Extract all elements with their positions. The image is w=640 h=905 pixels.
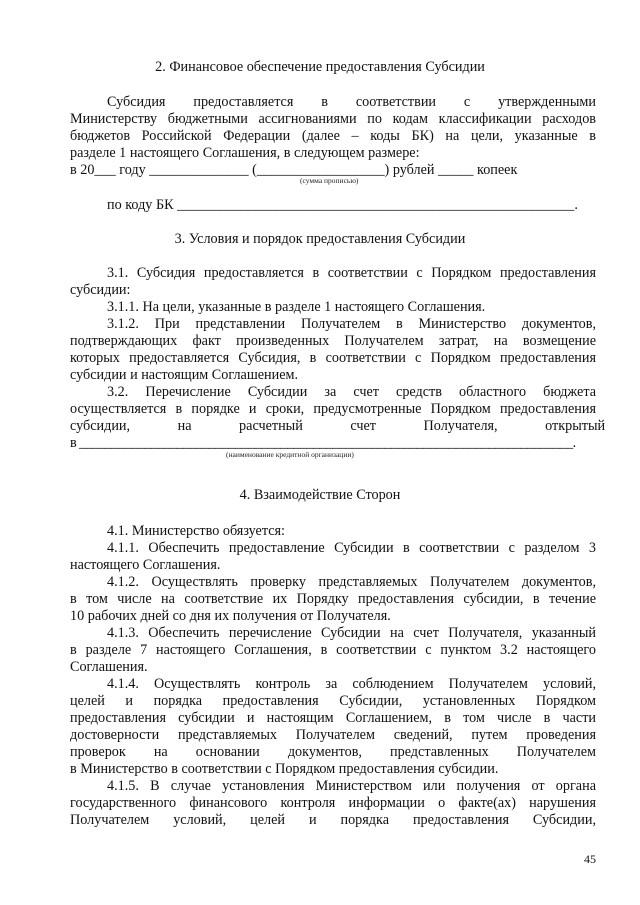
paragraph-line: 3.2. Перечисление Субсидии за счет средств областного бюджета [107, 384, 596, 400]
paragraph-line: 3.1.1. На цели, указанные в разделе 1 настоящего Соглашения. [107, 299, 486, 315]
paragraph-line: 4.1. Министерство обязуется: [107, 523, 285, 539]
paragraph-line: Получателем условий, целей и порядка предоставления Субсидии, [70, 812, 596, 828]
paragraph-line: Министерству бюджетными ассигнованиями по кодам классификации расходов [70, 111, 596, 127]
paragraph-line: 4.1.2. Осуществлять проверку представляемых Получателем документов, [107, 574, 596, 590]
bank-line: в ____________________________________________________________________________. [70, 435, 576, 451]
paragraph-line: достоверности представляемых Получателем сведений, путем проведения [70, 727, 596, 743]
paragraph-line: в том числе на соответствие их Порядку предоставления субсидии, в течение [70, 591, 596, 607]
paragraph-line: 4.1.4. Осуществлять контроль за соблюдением Получателем условий, [107, 676, 596, 692]
paragraph-line: целей и порядка предоставления Субсидии, установленных Порядком [70, 693, 596, 709]
paragraph-line: разделе 1 настоящего Соглашения, в следующем размере: [70, 145, 420, 161]
amount-line: в 20___ году ______________ (__________________) рублей _____ копеек [70, 162, 518, 178]
paragraph-line: субсидии: [70, 282, 131, 298]
paragraph-line: в Министерство в соответствии с Порядком предоставления субсидии. [70, 761, 499, 777]
section-3-heading: 3. Условия и порядок предоставления Субсидии [174, 231, 466, 247]
section-2-heading: 2. Финансовое обеспечение предоставления Субсидии [155, 59, 485, 75]
paragraph-line: 10 рабочих дней со дня их получения от Получателя. [70, 608, 391, 624]
paragraph-line: 4.1.5. В случае установления Министерством или получения от органа [107, 778, 596, 794]
bank-caption: (наименование кредитной организации) [226, 450, 354, 459]
paragraph-line: в разделе 7 настоящего Соглашения, в соответствии с пунктом 3.2 настоящего [70, 642, 596, 658]
paragraph-line: государственного финансового контроля информации о факте(ах) нарушения [70, 795, 596, 811]
paragraph-line: 3.1.2. При представлении Получателем в Министерство документов, [107, 316, 596, 332]
paragraph-line: 4.1.1. Обеспечить предоставление Субсидии в соответствии с разделом 3 [107, 540, 596, 556]
paragraph-line: которых предоставляется Субсидия, в соответствии с Порядком предоставления [70, 350, 596, 366]
amount-caption: (сумма прописью) [300, 176, 359, 185]
paragraph-line: предоставления субсидии и настоящим Соглашением, в том числе в части [70, 710, 596, 726]
bk-code-line: по коду БК ________________________________________________________. [107, 197, 578, 213]
paragraph-line: подтверждающих факт произведенных Получателем затрат, на возмещение [70, 333, 596, 349]
paragraph-line: настоящего Соглашения. [70, 557, 221, 573]
paragraph-line: субсидии, на расчетный счет Получателя, открытый [70, 418, 606, 434]
paragraph-line: осуществляется в порядке и сроки, предусмотренные Порядком предоставления [70, 401, 596, 417]
page-number: 45 [584, 852, 596, 866]
paragraph-line: Субсидия предоставляется в соответствии с утвержденными [107, 94, 596, 110]
paragraph-line: Соглашения. [70, 659, 148, 675]
paragraph-line: субсидии и настоящим Соглашением. [70, 367, 299, 383]
paragraph-line: бюджетов Российской Федерации (далее – коды БК) на цели, указанные в [70, 128, 596, 144]
paragraph-line: проверок на основании документов, представленных Получателем [70, 744, 596, 760]
paragraph-line: 3.1. Субсидия предоставляется в соответствии с Порядком предоставления [107, 265, 596, 281]
section-4-heading: 4. Взаимодействие Сторон [239, 487, 401, 503]
paragraph-line: 4.1.3. Обеспечить перечисление Субсидии на счет Получателя, указанный [107, 625, 596, 641]
